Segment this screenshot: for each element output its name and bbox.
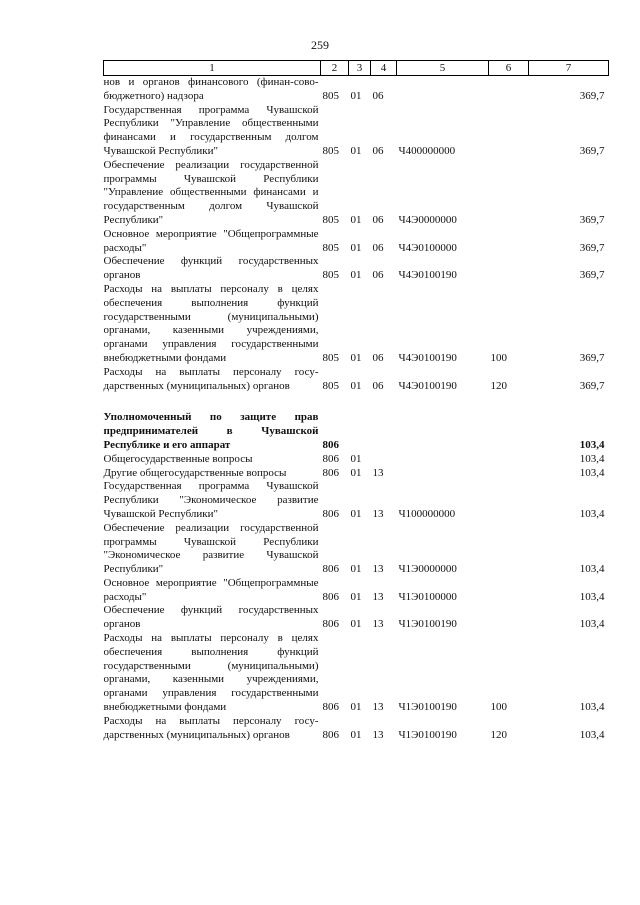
amount-cell: 103,4 <box>579 728 605 741</box>
table-row <box>104 577 609 605</box>
section-code-cell: 01 <box>350 241 362 254</box>
ministry-code-cell: 805 <box>322 379 339 392</box>
expense-type-cell <box>489 522 529 577</box>
amount-cell: 369,7 <box>579 89 605 102</box>
table-row <box>104 366 609 394</box>
expense-type-cell <box>489 604 529 632</box>
expense-type-cell: 120 <box>490 379 507 392</box>
section-code-cell: 01 <box>350 507 362 520</box>
section-code-cell: 01 <box>350 466 362 479</box>
spacer-cell <box>104 393 609 411</box>
subsection-code-cell: 13 <box>372 590 384 603</box>
target-article-cell <box>397 453 489 467</box>
amount-cell: 103,4 <box>579 701 605 714</box>
target-article-cell: Ч1Э0100190 <box>398 728 457 741</box>
section-code-cell: 01 <box>350 563 362 576</box>
page-number: 259 <box>311 38 329 52</box>
expense-type-cell <box>489 76 529 104</box>
subsection-code-cell <box>371 411 397 452</box>
target-article-cell: Ч1Э0100000 <box>398 590 457 603</box>
ministry-code-cell: 806 <box>322 701 339 714</box>
subsection-code-cell: 13 <box>372 466 384 479</box>
target-article-cell <box>397 76 489 104</box>
row-name-cell: Общегосударственные вопросы <box>103 452 253 465</box>
column-header: 1 <box>104 61 321 76</box>
table-row <box>104 467 609 481</box>
ministry-code-cell: 806 <box>322 618 339 631</box>
column-header: 4 <box>371 61 397 76</box>
ministry-code-cell: 805 <box>322 241 339 254</box>
row-name-cell: Обеспечение реализации государственной программы Чувашской Республики "Экономическое развитие Чувашской Республики" <box>103 521 319 576</box>
column-header-row <box>104 61 609 76</box>
target-article-cell: Ч1Э0000000 <box>398 563 457 576</box>
expense-type-cell <box>489 467 529 481</box>
row-name-cell: Основное мероприятие "Общепрограммные расходы" <box>103 227 319 254</box>
row-name-cell: Обеспечение реализации государственной программы Чувашской Республики "Управление общественными финансами и государственным долгом Чувашской Республики" <box>103 158 319 226</box>
column-header: 5 <box>397 61 489 76</box>
amount-cell: 369,7 <box>579 269 605 282</box>
organization-header-row <box>104 411 609 452</box>
row-name-cell: Основное мероприятие "Общепрограммные расходы" <box>103 576 319 603</box>
subsection-code-cell: 13 <box>372 563 384 576</box>
table-row <box>104 632 609 715</box>
table-row <box>104 76 609 104</box>
target-article-cell: Ч1Э0100190 <box>398 701 457 714</box>
table-row <box>104 522 609 577</box>
ministry-code-cell: 805 <box>322 89 339 102</box>
ministry-code-cell: 805 <box>322 144 339 157</box>
target-article-cell: Ч4Э0000000 <box>398 213 457 226</box>
subsection-code-cell: 06 <box>372 351 384 364</box>
subsection-code-cell: 06 <box>372 144 384 157</box>
section-code-cell: 01 <box>350 351 362 364</box>
spacer-row <box>104 393 609 411</box>
table-row <box>104 159 609 228</box>
section-code-cell: 01 <box>350 728 362 741</box>
amount-cell: 103,4 <box>579 563 605 576</box>
amount-cell: 369,7 <box>579 144 605 157</box>
row-name-cell: Обеспечение функций государственных органов <box>103 255 319 282</box>
ministry-code-cell: 806 <box>322 466 339 479</box>
expense-type-cell <box>489 411 529 452</box>
table-row <box>104 453 609 467</box>
subsection-code-cell: 06 <box>372 89 384 102</box>
column-header: 6 <box>489 61 529 76</box>
table-row <box>104 283 609 366</box>
section-code-cell <box>349 411 371 452</box>
target-article-cell: Ч4Э0100190 <box>398 351 457 364</box>
amount-cell: 103,4 <box>579 438 605 451</box>
row-name-cell: нов и органов финансового (финан-сово-бюджетного) надзора <box>103 76 319 102</box>
expense-type-cell: 100 <box>490 351 507 364</box>
ministry-code-cell: 806 <box>322 438 339 451</box>
subsection-code-cell: 06 <box>372 269 384 282</box>
expense-type-cell: 100 <box>490 701 507 714</box>
section-code-cell: 01 <box>350 89 362 102</box>
target-article-cell: Ч1Э0100190 <box>398 618 457 631</box>
column-header: 7 <box>529 61 609 76</box>
target-article-cell: Ч4Э0100190 <box>398 269 457 282</box>
amount-cell: 103,4 <box>579 452 605 465</box>
target-article-cell: Ч100000000 <box>398 507 456 520</box>
expense-type-cell <box>489 453 529 467</box>
amount-cell: 103,4 <box>579 466 605 479</box>
budget-table <box>103 60 609 742</box>
section-code-cell: 01 <box>350 590 362 603</box>
subsection-code-cell: 13 <box>372 618 384 631</box>
amount-cell: 369,7 <box>579 241 605 254</box>
row-name-cell: Уполномоченный по защите прав предпринимателей в Чувашской Республике и его аппарат <box>103 411 319 451</box>
column-header: 2 <box>321 61 349 76</box>
row-name-cell: Расходы на выплаты персоналу в целях обеспечения выполнения функций государственными (муниципальными) органами, казенными учреждениями, органами управления государственными внебюджетными фондами <box>103 632 319 714</box>
expense-type-cell <box>489 159 529 228</box>
table-row <box>104 104 609 159</box>
expense-type-cell <box>489 480 529 521</box>
target-article-cell: Ч4Э0100190 <box>398 379 457 392</box>
amount-cell: 103,4 <box>579 507 605 520</box>
ministry-code-cell: 806 <box>322 728 339 741</box>
subsection-code-cell: 13 <box>372 728 384 741</box>
subsection-code-cell: 06 <box>372 213 384 226</box>
ministry-code-cell: 806 <box>322 590 339 603</box>
subsection-code-cell: 13 <box>372 507 384 520</box>
expense-type-cell <box>489 255 529 283</box>
amount-cell: 103,4 <box>579 618 605 631</box>
section-code-cell: 01 <box>350 269 362 282</box>
ministry-code-cell: 806 <box>322 452 339 465</box>
subsection-code-cell: 06 <box>372 241 384 254</box>
table-row <box>104 715 609 743</box>
row-name-cell: Расходы на выплаты персоналу государственных (муниципальных) органов <box>103 714 319 741</box>
amount-cell: 103,4 <box>579 590 605 603</box>
row-name-cell: Государственная программа Чувашской Республики "Управление общественными финансами и государственным долгом Чувашской Республики" <box>103 103 319 157</box>
ministry-code-cell: 805 <box>322 351 339 364</box>
section-code-cell: 01 <box>350 144 362 157</box>
row-name-cell: Другие общегосударственные вопросы <box>103 466 287 479</box>
amount-cell: 369,7 <box>579 379 605 392</box>
section-code-cell: 01 <box>350 213 362 226</box>
table-row <box>104 255 609 283</box>
row-name-cell: Государственная программа Чувашской Республики "Экономическое развитие Чувашской Республики" <box>103 480 319 520</box>
subsection-code-cell: 13 <box>372 701 384 714</box>
ministry-code-cell: 806 <box>322 563 339 576</box>
expense-type-cell <box>489 228 529 256</box>
column-header: 3 <box>349 61 371 76</box>
ministry-code-cell: 805 <box>322 269 339 282</box>
expense-type-cell: 120 <box>490 728 507 741</box>
amount-cell: 369,7 <box>579 213 605 226</box>
subsection-code-cell: 06 <box>372 379 384 392</box>
target-article-cell <box>397 467 489 481</box>
ministry-code-cell: 806 <box>322 507 339 520</box>
target-article-cell: Ч400000000 <box>398 144 456 157</box>
amount-cell: 369,7 <box>579 351 605 364</box>
expense-type-cell <box>489 577 529 605</box>
table-row <box>104 604 609 632</box>
row-name-cell: Расходы на выплаты персоналу государственных (муниципальных) органов <box>103 365 319 392</box>
section-code-cell: 01 <box>350 379 362 392</box>
section-code-cell: 01 <box>350 701 362 714</box>
table-row <box>104 480 609 521</box>
row-name-cell: Обеспечение функций государственных органов <box>103 604 319 631</box>
table-row <box>104 228 609 256</box>
ministry-code-cell: 805 <box>322 213 339 226</box>
target-article-cell <box>397 411 489 452</box>
subsection-code-cell <box>371 453 397 467</box>
expense-type-cell <box>489 104 529 159</box>
target-article-cell: Ч4Э0100000 <box>398 241 457 254</box>
section-code-cell: 01 <box>350 452 362 465</box>
section-code-cell: 01 <box>350 618 362 631</box>
row-name-cell: Расходы на выплаты персоналу в целях обеспечения выполнения функций государственными (муниципальными) органами, казенными учреждениями, органами управления государственными внебюджетными фондами <box>103 282 319 364</box>
